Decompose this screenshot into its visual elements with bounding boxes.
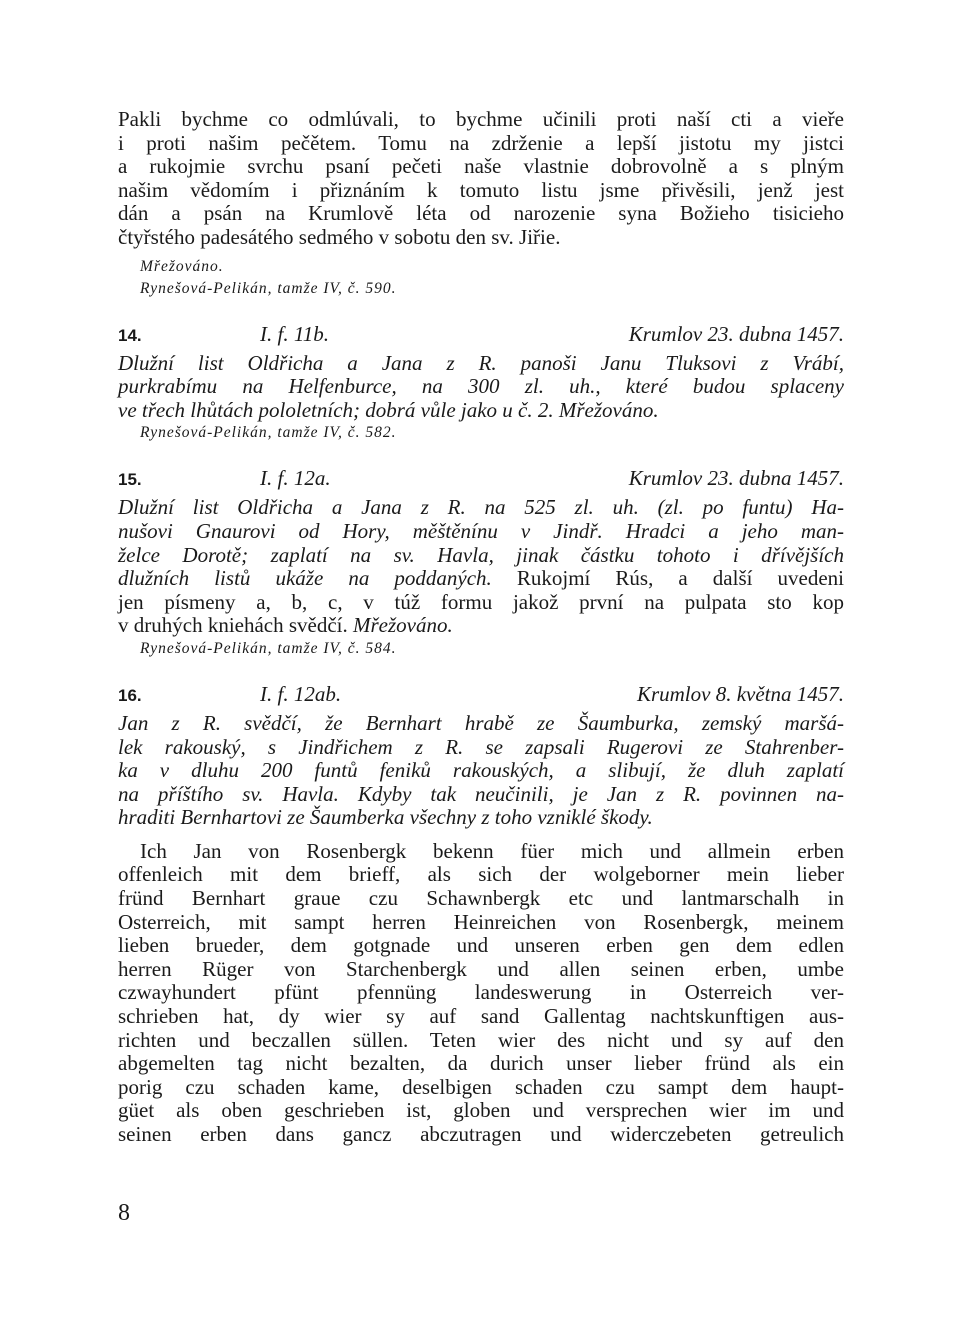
text-line: ka v dluhu 200 funtů feniků rakouských, a slibují, že dluh zaplatí (118, 758, 844, 783)
text-line: jen písmeny a, b, c, v túž formu jakož první na pulpata sto kop (118, 589, 844, 614)
regest-text: dlužních listů ukáže na poddaných. (118, 566, 492, 591)
entry-regest (118, 712, 844, 830)
entry-regest (118, 352, 844, 423)
text-line: na příštího sv. Havla. Kdyby tak neučinili, je Jan z R. povinnen na- (118, 781, 844, 806)
entry-text (118, 840, 844, 1147)
text-line: dán a psán na Krumlově léta od narozenie syna Božieho tisicieho (118, 201, 844, 226)
text-line: ve třech lhůtách pololetních; dobrá vůle jako u č. 2. Mřežováno. (118, 397, 659, 422)
entry-folio: I. f. 11b. (260, 321, 330, 346)
document-page (118, 108, 844, 1147)
text-line: čtyřstého padesátého sedmého v sobotu den sv. Jiřie. (118, 224, 561, 249)
entry-regest (118, 496, 844, 638)
entry-folio: I. f. 12a. (260, 466, 331, 491)
source-note: Rynešová-Pelikán, tamže IV, č. 590. (140, 279, 397, 297)
text-line: porig czu schaden kame, deselbigen schaden czu sampt dem haupt- (118, 1074, 844, 1099)
text-line: fründ Bernhart graue czu Schawnbergk etc und lantmarschalh in (118, 886, 844, 911)
text-line: seinen erben dans gancz abczutragen und widerczebeten getreulich (118, 1122, 844, 1146)
text-line: czwayhundert pfünt pfennüng landeswerung in Osterreich ver- (118, 980, 844, 1005)
page-number: 8 (118, 1200, 130, 1226)
regest-text: Mřežováno. (347, 613, 453, 638)
text-line: Osterreich, mit sampt herren Heinreichen von Rosenbergk, meinem (118, 909, 844, 934)
text-line (118, 567, 844, 591)
text-line: Dlužní list Oldřicha a Jana z R. na 525 zl. uh. (zl. po funtu) Ha- (118, 495, 844, 520)
source-note: Rynešová-Pelikán, tamže IV, č. 582. (140, 424, 397, 442)
text-line: Jan z R. svědčí, že Bernhart hrabě ze Šaumburka, zemský maršá- (118, 710, 844, 735)
entry-number: 16. (118, 685, 142, 705)
text-line: hraditi Bernhartovi ze Šaumberka všechny z toho vzniklé škody. (118, 805, 653, 830)
text-line: schrieben hat, dy wier sy auf sand Gallentag nachtskunftigen aus- (118, 1004, 844, 1029)
text-line: richten und beczallen süllen. Teten wier des nicht und sy auf den (118, 1027, 844, 1052)
text-line: a rukojmie svrchu psaní pečeti naše vlastnie dobrovolně a s plným (118, 154, 844, 179)
entry-number: 15. (118, 470, 142, 490)
text-line: i proti našim pečětem. Tomu na zdrženie a lepší jistotu my jistci (118, 130, 844, 155)
entry-date: Krumlov 23. dubna 1457. (628, 321, 844, 346)
text-line: lek rakouský, s Jindřichem z R. se zapsali Rugerovi ze Stahrenber- (118, 734, 844, 759)
intro-paragraph (118, 108, 844, 250)
text-line: nušovi Gnaurovi od Hory, měštěnínu v Jindř. Hradci a jeho man- (118, 518, 844, 543)
entry-date: Krumlov 8. května 1457. (636, 681, 844, 706)
entry-header (118, 466, 844, 496)
entry-number: 14. (118, 325, 142, 345)
text-line: Ich Jan von Rosenbergk bekenn füer mich und allmein erben (140, 838, 844, 863)
text-line: Pakli bychme co odmlúvali, to bychme učinili proti naší cti a vieře (118, 107, 844, 131)
note-line: Mřežováno. (140, 257, 224, 275)
text-line: offenleich mit dem brieff, als sich der wolgeborner mein lieber (118, 862, 844, 887)
entry-folio: I. f. 12ab. (260, 681, 342, 706)
entry-date: Krumlov 23. dubna 1457. (628, 466, 844, 491)
entry-header (118, 322, 844, 352)
source-note: Rynešová-Pelikán, tamže IV, č. 584. (140, 639, 397, 657)
entry-header (118, 682, 844, 712)
text-line: herren Rüger von Starchenbergk und allen seinen erben, umbe (118, 956, 844, 981)
text-line: želce Dorotě; zaplatí na sv. Havla, jinak částku tohoto i dřívějších (118, 542, 844, 567)
text-line: güet als oben geschrieben ist, globen und versprechen wier im und (118, 1098, 844, 1123)
text-line: lieben brueder, dem gotgnade und unseren erben gen dem edlen (118, 933, 844, 958)
body-text: v druhých kniehách svědčí. (118, 613, 348, 638)
text-line: purkrabímu na Helfenburce, na 300 zl. uh., které budou splaceny (118, 374, 844, 399)
text-line: abgemelten tag nicht bezalten, da durich unser lieber fründ als ein (118, 1051, 844, 1076)
body-text: Rukojmí Rús, a další uvedeni (491, 566, 844, 591)
text-line (118, 614, 844, 638)
text-line: našim vědomím i přiznáním k tomuto listu jsme přivěsili, jenž jest (118, 177, 844, 202)
text-line: Dlužní list Oldřicha a Jana z R. panoši Janu Tluksovi z Vrábí, (118, 350, 844, 375)
